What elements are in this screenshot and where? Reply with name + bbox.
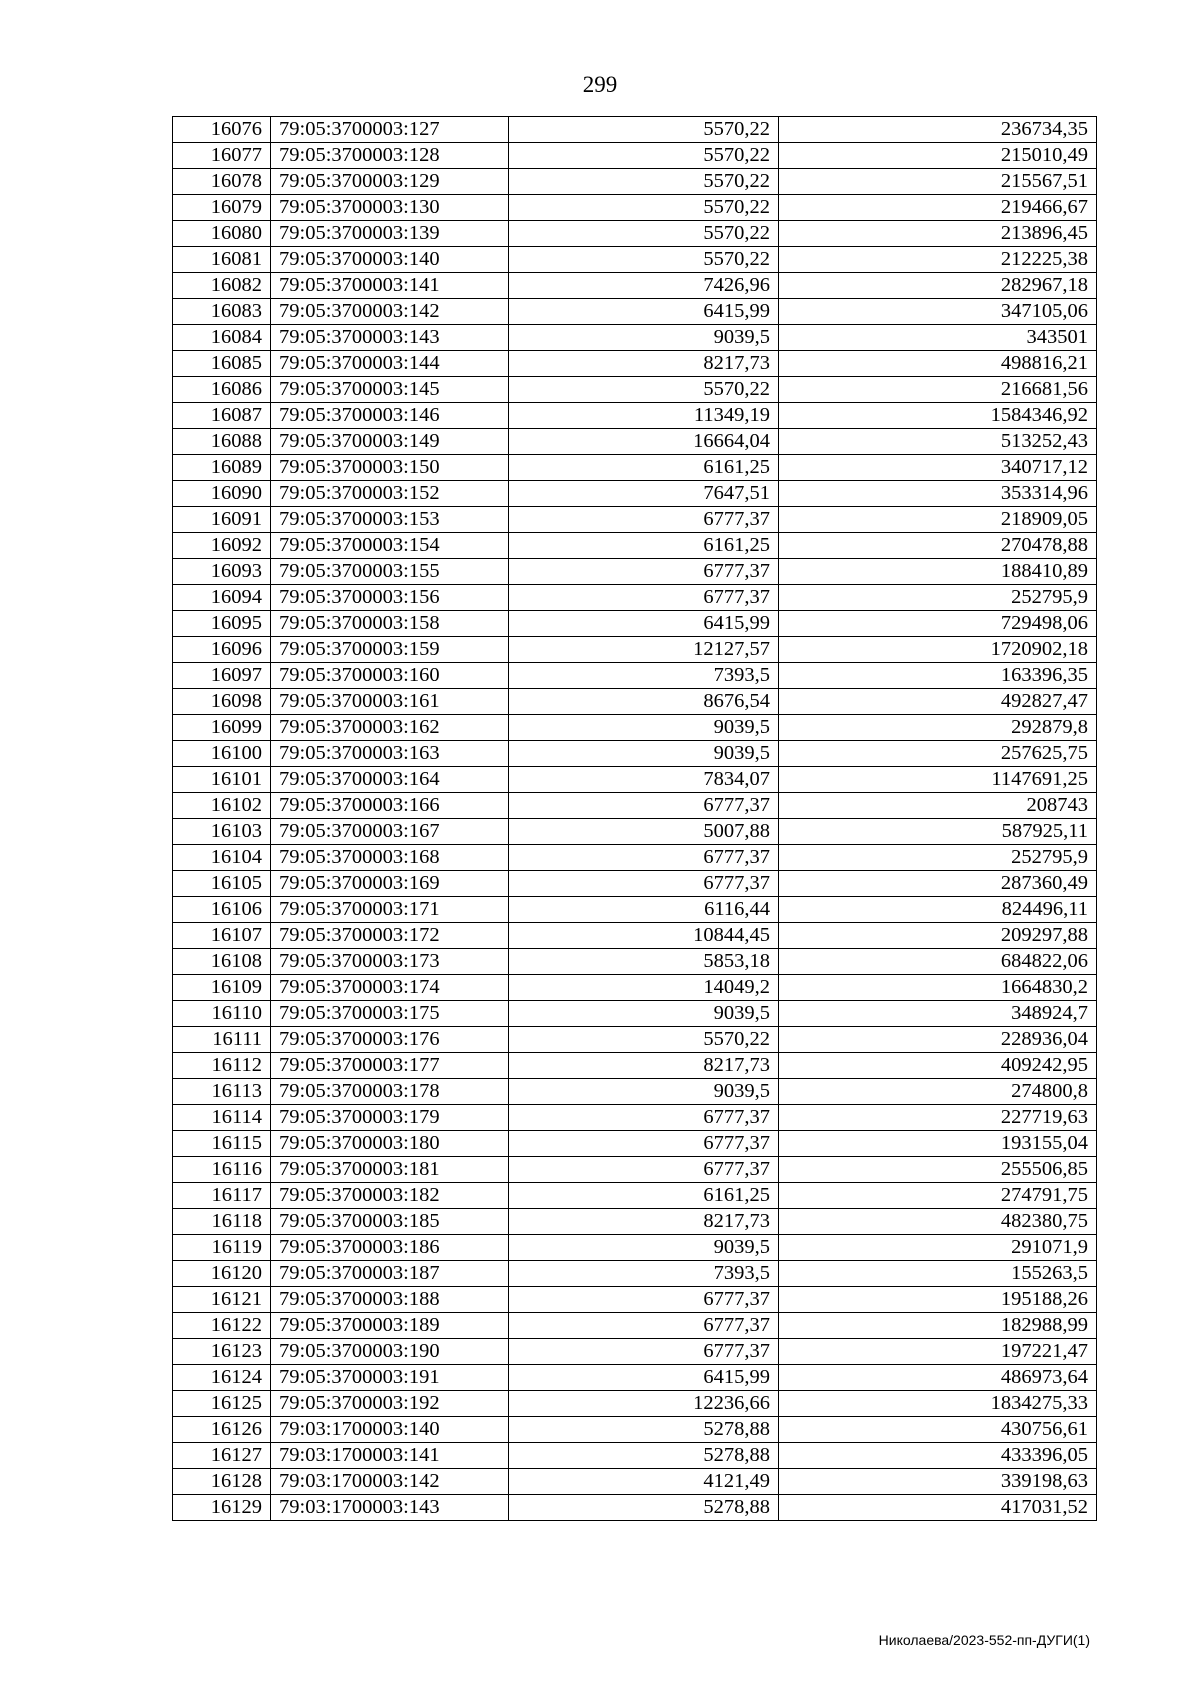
- table-row: [173, 637, 1097, 663]
- cadastral-number-cell: 79:05:3700003:144: [271, 351, 509, 377]
- specific-value-cell: 6161,25: [509, 533, 779, 559]
- row-number-cell: 16079: [173, 195, 271, 221]
- cadastral-value-cell: 430756,61: [779, 1417, 1097, 1443]
- table-row: [173, 1261, 1097, 1287]
- specific-value-cell: 8217,73: [509, 1053, 779, 1079]
- specific-value-cell: 6161,25: [509, 455, 779, 481]
- cadastral-value-cell: 343501: [779, 325, 1097, 351]
- table-row: [173, 1495, 1097, 1521]
- cadastral-value-cell: 188410,89: [779, 559, 1097, 585]
- cadastral-value-cell: 433396,05: [779, 1443, 1097, 1469]
- specific-value-cell: 5278,88: [509, 1495, 779, 1521]
- specific-value-cell: 6415,99: [509, 1365, 779, 1391]
- cadastral-value-cell: 227719,63: [779, 1105, 1097, 1131]
- cadastral-number-cell: 79:03:1700003:141: [271, 1443, 509, 1469]
- row-number-cell: 16094: [173, 585, 271, 611]
- specific-value-cell: 6777,37: [509, 559, 779, 585]
- table-row: [173, 1287, 1097, 1313]
- specific-value-cell: 6777,37: [509, 871, 779, 897]
- specific-value-cell: 6777,37: [509, 1157, 779, 1183]
- table-row: [173, 897, 1097, 923]
- table-row: [173, 585, 1097, 611]
- table-row: [173, 1313, 1097, 1339]
- cadastral-value-cell: 1664830,2: [779, 975, 1097, 1001]
- table-row: [173, 1469, 1097, 1495]
- specific-value-cell: 6777,37: [509, 845, 779, 871]
- specific-value-cell: 5570,22: [509, 195, 779, 221]
- cadastral-number-cell: 79:05:3700003:160: [271, 663, 509, 689]
- specific-value-cell: 8217,73: [509, 1209, 779, 1235]
- cadastral-number-cell: 79:05:3700003:152: [271, 481, 509, 507]
- row-number-cell: 16123: [173, 1339, 271, 1365]
- table-row: [173, 793, 1097, 819]
- cadastral-value-cell: 252795,9: [779, 845, 1097, 871]
- cadastral-value-cell: 255506,85: [779, 1157, 1097, 1183]
- row-number-cell: 16126: [173, 1417, 271, 1443]
- row-number-cell: 16110: [173, 1001, 271, 1027]
- cadastral-number-cell: 79:05:3700003:149: [271, 429, 509, 455]
- specific-value-cell: 6777,37: [509, 1131, 779, 1157]
- row-number-cell: 16101: [173, 767, 271, 793]
- specific-value-cell: 9039,5: [509, 715, 779, 741]
- cadastral-number-cell: 79:05:3700003:161: [271, 689, 509, 715]
- row-number-cell: 16120: [173, 1261, 271, 1287]
- cadastral-value-cell: 348924,7: [779, 1001, 1097, 1027]
- cadastral-number-cell: 79:05:3700003:141: [271, 273, 509, 299]
- specific-value-cell: 7834,07: [509, 767, 779, 793]
- specific-value-cell: 8217,73: [509, 351, 779, 377]
- row-number-cell: 16127: [173, 1443, 271, 1469]
- cadastral-value-cell: 274791,75: [779, 1183, 1097, 1209]
- cadastral-value-cell: 498816,21: [779, 351, 1097, 377]
- row-number-cell: 16112: [173, 1053, 271, 1079]
- cadastral-number-cell: 79:05:3700003:162: [271, 715, 509, 741]
- table-row: [173, 975, 1097, 1001]
- specific-value-cell: 7647,51: [509, 481, 779, 507]
- specific-value-cell: 6116,44: [509, 897, 779, 923]
- specific-value-cell: 6161,25: [509, 1183, 779, 1209]
- row-number-cell: 16129: [173, 1495, 271, 1521]
- cadastral-value-cell: 287360,49: [779, 871, 1097, 897]
- cadastral-value-cell: 155263,5: [779, 1261, 1097, 1287]
- table-row: [173, 611, 1097, 637]
- row-number-cell: 16119: [173, 1235, 271, 1261]
- cadastral-number-cell: 79:05:3700003:181: [271, 1157, 509, 1183]
- row-number-cell: 16104: [173, 845, 271, 871]
- row-number-cell: 16092: [173, 533, 271, 559]
- table-row: [173, 169, 1097, 195]
- cadastral-value-cell: 409242,95: [779, 1053, 1097, 1079]
- table-row: [173, 325, 1097, 351]
- cadastral-number-cell: 79:05:3700003:166: [271, 793, 509, 819]
- specific-value-cell: 6777,37: [509, 585, 779, 611]
- row-number-cell: 16106: [173, 897, 271, 923]
- cadastral-value-cell: 195188,26: [779, 1287, 1097, 1313]
- row-number-cell: 16076: [173, 117, 271, 143]
- row-number-cell: 16105: [173, 871, 271, 897]
- cadastral-value-cell: 347105,06: [779, 299, 1097, 325]
- cadastral-value-cell: 252795,9: [779, 585, 1097, 611]
- specific-value-cell: 8676,54: [509, 689, 779, 715]
- specific-value-cell: 6777,37: [509, 507, 779, 533]
- cadastral-value-cell: 163396,35: [779, 663, 1097, 689]
- row-number-cell: 16085: [173, 351, 271, 377]
- row-number-cell: 16080: [173, 221, 271, 247]
- cadastral-value-cell: 684822,06: [779, 949, 1097, 975]
- cadastral-number-cell: 79:05:3700003:158: [271, 611, 509, 637]
- table-row: [173, 533, 1097, 559]
- cadastral-number-cell: 79:05:3700003:142: [271, 299, 509, 325]
- specific-value-cell: 6777,37: [509, 1287, 779, 1313]
- row-number-cell: 16109: [173, 975, 271, 1001]
- cadastral-number-cell: 79:05:3700003:153: [271, 507, 509, 533]
- specific-value-cell: 16664,04: [509, 429, 779, 455]
- table-row: [173, 299, 1097, 325]
- cadastral-value-cell: 513252,43: [779, 429, 1097, 455]
- row-number-cell: 16103: [173, 819, 271, 845]
- cadastral-number-cell: 79:05:3700003:167: [271, 819, 509, 845]
- row-number-cell: 16122: [173, 1313, 271, 1339]
- specific-value-cell: 6777,37: [509, 1339, 779, 1365]
- table-row: [173, 507, 1097, 533]
- row-number-cell: 16128: [173, 1469, 271, 1495]
- cadastral-number-cell: 79:05:3700003:176: [271, 1027, 509, 1053]
- specific-value-cell: 6777,37: [509, 1313, 779, 1339]
- cadastral-number-cell: 79:05:3700003:177: [271, 1053, 509, 1079]
- table-body: [173, 117, 1097, 1521]
- cadastral-number-cell: 79:05:3700003:171: [271, 897, 509, 923]
- specific-value-cell: 5570,22: [509, 169, 779, 195]
- cadastral-number-cell: 79:05:3700003:173: [271, 949, 509, 975]
- cadastral-value-cell: 486973,64: [779, 1365, 1097, 1391]
- row-number-cell: 16114: [173, 1105, 271, 1131]
- row-number-cell: 16093: [173, 559, 271, 585]
- table-row: [173, 1391, 1097, 1417]
- row-number-cell: 16077: [173, 143, 271, 169]
- specific-value-cell: 5570,22: [509, 143, 779, 169]
- row-number-cell: 16081: [173, 247, 271, 273]
- cadastral-value-cell: 282967,18: [779, 273, 1097, 299]
- row-number-cell: 16111: [173, 1027, 271, 1053]
- specific-value-cell: 6415,99: [509, 611, 779, 637]
- specific-value-cell: 9039,5: [509, 1235, 779, 1261]
- specific-value-cell: 5278,88: [509, 1443, 779, 1469]
- row-number-cell: 16084: [173, 325, 271, 351]
- row-number-cell: 16125: [173, 1391, 271, 1417]
- cadastral-value-cell: 1834275,33: [779, 1391, 1097, 1417]
- cadastral-value-cell: 587925,11: [779, 819, 1097, 845]
- specific-value-cell: 12236,66: [509, 1391, 779, 1417]
- cadastral-value-cell: 215010,49: [779, 143, 1097, 169]
- specific-value-cell: 9039,5: [509, 325, 779, 351]
- cadastral-value-cell: 340717,12: [779, 455, 1097, 481]
- specific-value-cell: 9039,5: [509, 1001, 779, 1027]
- table-row: [173, 247, 1097, 273]
- table-row: [173, 351, 1097, 377]
- cadastral-number-cell: 79:05:3700003:164: [271, 767, 509, 793]
- table-row: [173, 1183, 1097, 1209]
- cadastral-number-cell: 79:05:3700003:163: [271, 741, 509, 767]
- row-number-cell: 16097: [173, 663, 271, 689]
- row-number-cell: 16082: [173, 273, 271, 299]
- table-row: [173, 1157, 1097, 1183]
- cadastral-number-cell: 79:05:3700003:156: [271, 585, 509, 611]
- cadastral-value-cell: 228936,04: [779, 1027, 1097, 1053]
- row-number-cell: 16107: [173, 923, 271, 949]
- cadastral-value-cell: 213896,45: [779, 221, 1097, 247]
- cadastral-value-cell: 291071,9: [779, 1235, 1097, 1261]
- specific-value-cell: 10844,45: [509, 923, 779, 949]
- table-row: [173, 559, 1097, 585]
- table-row: [173, 1001, 1097, 1027]
- cadastral-number-cell: 79:05:3700003:175: [271, 1001, 509, 1027]
- cadastral-number-cell: 79:05:3700003:150: [271, 455, 509, 481]
- cadastral-number-cell: 79:05:3700003:159: [271, 637, 509, 663]
- cadastral-value-cell: 193155,04: [779, 1131, 1097, 1157]
- cadastral-value-cell: 729498,06: [779, 611, 1097, 637]
- cadastral-number-cell: 79:05:3700003:155: [271, 559, 509, 585]
- row-number-cell: 16124: [173, 1365, 271, 1391]
- cadastral-value-cell: 1720902,18: [779, 637, 1097, 663]
- table-row: [173, 117, 1097, 143]
- row-number-cell: 16100: [173, 741, 271, 767]
- table-row: [173, 767, 1097, 793]
- table-row: [173, 1209, 1097, 1235]
- table-row: [173, 1131, 1097, 1157]
- cadastral-number-cell: 79:05:3700003:191: [271, 1365, 509, 1391]
- row-number-cell: 16096: [173, 637, 271, 663]
- cadastral-value-cell: 270478,88: [779, 533, 1097, 559]
- table-row: [173, 1079, 1097, 1105]
- specific-value-cell: 7393,5: [509, 663, 779, 689]
- cadastral-value-cell: 216681,56: [779, 377, 1097, 403]
- cadastral-number-cell: 79:05:3700003:188: [271, 1287, 509, 1313]
- cadastral-number-cell: 79:05:3700003:192: [271, 1391, 509, 1417]
- cadastral-number-cell: 79:05:3700003:169: [271, 871, 509, 897]
- specific-value-cell: 6777,37: [509, 793, 779, 819]
- row-number-cell: 16113: [173, 1079, 271, 1105]
- row-number-cell: 16115: [173, 1131, 271, 1157]
- cadastral-number-cell: 79:05:3700003:190: [271, 1339, 509, 1365]
- specific-value-cell: 5570,22: [509, 221, 779, 247]
- row-number-cell: 16091: [173, 507, 271, 533]
- cadastral-number-cell: 79:05:3700003:143: [271, 325, 509, 351]
- table-row: [173, 689, 1097, 715]
- row-number-cell: 16117: [173, 1183, 271, 1209]
- row-number-cell: 16083: [173, 299, 271, 325]
- cadastral-value-cell: 236734,35: [779, 117, 1097, 143]
- row-number-cell: 16078: [173, 169, 271, 195]
- cadastral-value-cell: 417031,52: [779, 1495, 1097, 1521]
- specific-value-cell: 5853,18: [509, 949, 779, 975]
- table-row: [173, 949, 1097, 975]
- specific-value-cell: 7426,96: [509, 273, 779, 299]
- row-number-cell: 16118: [173, 1209, 271, 1235]
- table-row: [173, 845, 1097, 871]
- row-number-cell: 16098: [173, 689, 271, 715]
- row-number-cell: 16099: [173, 715, 271, 741]
- table-row: [173, 1443, 1097, 1469]
- table-row: [173, 1105, 1097, 1131]
- cadastral-number-cell: 79:05:3700003:130: [271, 195, 509, 221]
- cadastral-number-cell: 79:03:1700003:140: [271, 1417, 509, 1443]
- cadastral-number-cell: 79:05:3700003:174: [271, 975, 509, 1001]
- cadastral-value-cell: 182988,99: [779, 1313, 1097, 1339]
- cadastral-number-cell: 79:05:3700003:129: [271, 169, 509, 195]
- table-row: [173, 819, 1097, 845]
- row-number-cell: 16121: [173, 1287, 271, 1313]
- row-number-cell: 16088: [173, 429, 271, 455]
- cadastral-value-cell: 208743: [779, 793, 1097, 819]
- cadastral-number-cell: 79:03:1700003:142: [271, 1469, 509, 1495]
- specific-value-cell: 6415,99: [509, 299, 779, 325]
- specific-value-cell: 12127,57: [509, 637, 779, 663]
- cadastral-number-cell: 79:05:3700003:139: [271, 221, 509, 247]
- document-footer-reference: Николаева/2023-552-пп-ДУГИ(1): [878, 1632, 1090, 1648]
- cadastral-value-cell: 1584346,92: [779, 403, 1097, 429]
- cadastral-number-cell: 79:05:3700003:172: [271, 923, 509, 949]
- specific-value-cell: 9039,5: [509, 1079, 779, 1105]
- table-row: [173, 871, 1097, 897]
- specific-value-cell: 5570,22: [509, 1027, 779, 1053]
- cadastral-value-cell: 1147691,25: [779, 767, 1097, 793]
- cadastral-number-cell: 79:05:3700003:182: [271, 1183, 509, 1209]
- specific-value-cell: 4121,49: [509, 1469, 779, 1495]
- table-row: [173, 403, 1097, 429]
- row-number-cell: 16086: [173, 377, 271, 403]
- row-number-cell: 16102: [173, 793, 271, 819]
- row-number-cell: 16116: [173, 1157, 271, 1183]
- table-row: [173, 273, 1097, 299]
- specific-value-cell: 5570,22: [509, 377, 779, 403]
- row-number-cell: 16108: [173, 949, 271, 975]
- specific-value-cell: 14049,2: [509, 975, 779, 1001]
- cadastral-number-cell: 79:05:3700003:189: [271, 1313, 509, 1339]
- cadastral-value-cell: 274800,8: [779, 1079, 1097, 1105]
- table-row: [173, 455, 1097, 481]
- table-row: [173, 195, 1097, 221]
- table-row: [173, 221, 1097, 247]
- specific-value-cell: 5570,22: [509, 247, 779, 273]
- cadastral-value-cell: 292879,8: [779, 715, 1097, 741]
- table-row: [173, 715, 1097, 741]
- specific-value-cell: 5278,88: [509, 1417, 779, 1443]
- page-number: 299: [582, 72, 618, 97]
- cadastral-number-cell: 79:05:3700003:168: [271, 845, 509, 871]
- cadastral-value-cell: 212225,38: [779, 247, 1097, 273]
- cadastral-value-cell: 215567,51: [779, 169, 1097, 195]
- cadastral-value-cell: 257625,75: [779, 741, 1097, 767]
- specific-value-cell: 6777,37: [509, 1105, 779, 1131]
- row-number-cell: 16090: [173, 481, 271, 507]
- cadastral-number-cell: 79:05:3700003:145: [271, 377, 509, 403]
- cadastral-number-cell: 79:05:3700003:128: [271, 143, 509, 169]
- cadastral-number-cell: 79:05:3700003:178: [271, 1079, 509, 1105]
- cadastral-value-cell: 482380,75: [779, 1209, 1097, 1235]
- row-number-cell: 16087: [173, 403, 271, 429]
- cadastral-value-cell: 219466,67: [779, 195, 1097, 221]
- table-row: [173, 1417, 1097, 1443]
- cadastral-number-cell: 79:05:3700003:180: [271, 1131, 509, 1157]
- cadastral-number-cell: 79:03:1700003:143: [271, 1495, 509, 1521]
- row-number-cell: 16089: [173, 455, 271, 481]
- table-row: [173, 481, 1097, 507]
- specific-value-cell: 7393,5: [509, 1261, 779, 1287]
- table-row: [173, 741, 1097, 767]
- cadastral-number-cell: 79:05:3700003:187: [271, 1261, 509, 1287]
- cadastral-number-cell: 79:05:3700003:186: [271, 1235, 509, 1261]
- cadastral-value-cell: 218909,05: [779, 507, 1097, 533]
- table-row: [173, 377, 1097, 403]
- specific-value-cell: 11349,19: [509, 403, 779, 429]
- cadastral-number-cell: 79:05:3700003:140: [271, 247, 509, 273]
- cadastral-number-cell: 79:05:3700003:127: [271, 117, 509, 143]
- specific-value-cell: 9039,5: [509, 741, 779, 767]
- table-row: [173, 1339, 1097, 1365]
- specific-value-cell: 5570,22: [509, 117, 779, 143]
- cadastral-number-cell: 79:05:3700003:179: [271, 1105, 509, 1131]
- cadastral-value-table: [172, 116, 1097, 1521]
- table-row: [173, 663, 1097, 689]
- cadastral-value-cell: 824496,11: [779, 897, 1097, 923]
- table-row: [173, 1235, 1097, 1261]
- table-row: [173, 429, 1097, 455]
- cadastral-number-cell: 79:05:3700003:154: [271, 533, 509, 559]
- cadastral-value-cell: 209297,88: [779, 923, 1097, 949]
- cadastral-value-cell: 353314,96: [779, 481, 1097, 507]
- cadastral-value-cell: 339198,63: [779, 1469, 1097, 1495]
- table-row: [173, 1053, 1097, 1079]
- cadastral-value-cell: 197221,47: [779, 1339, 1097, 1365]
- table-row: [173, 923, 1097, 949]
- table-row: [173, 1027, 1097, 1053]
- cadastral-number-cell: 79:05:3700003:185: [271, 1209, 509, 1235]
- table-row: [173, 1365, 1097, 1391]
- table-row: [173, 143, 1097, 169]
- cadastral-number-cell: 79:05:3700003:146: [271, 403, 509, 429]
- cadastral-value-cell: 492827,47: [779, 689, 1097, 715]
- row-number-cell: 16095: [173, 611, 271, 637]
- specific-value-cell: 5007,88: [509, 819, 779, 845]
